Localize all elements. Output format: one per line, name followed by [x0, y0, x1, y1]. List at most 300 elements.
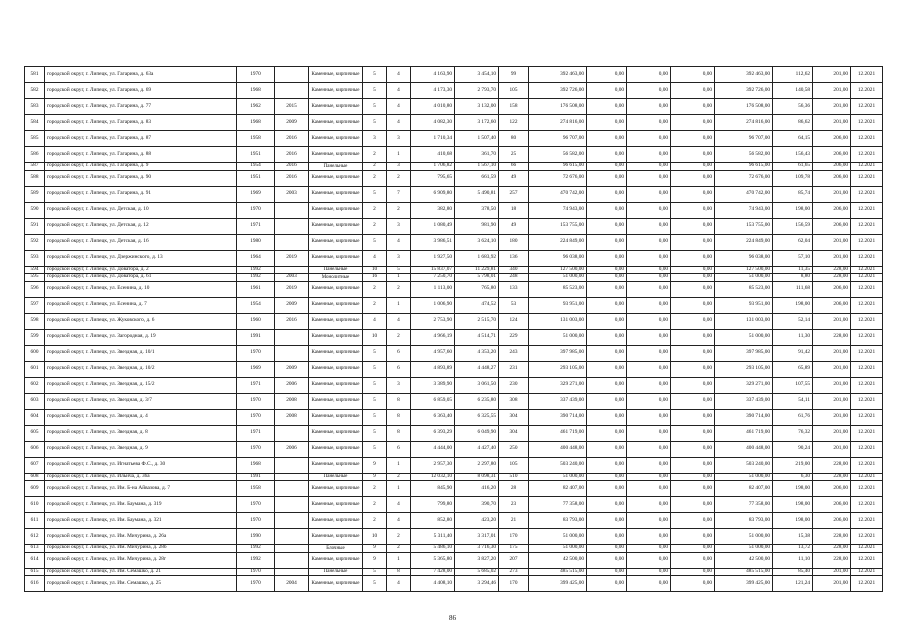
cell-wall-material: Каменные, кирпичные: [309, 99, 363, 115]
cell-wall-material: Панельные: [309, 473, 363, 481]
cell-budget-funds: 0,00: [627, 473, 671, 481]
cell-total-cost: 96 038,00: [715, 250, 773, 266]
cell-cost: 397 985,00: [529, 345, 587, 361]
cell-owner-funds: 0,00: [671, 83, 715, 99]
cell-total-cost: 74 943,00: [715, 202, 773, 218]
cell-total-area: 1 710,34: [411, 131, 455, 147]
cell-row-number: 594: [25, 266, 45, 274]
table-row: [25, 250, 883, 266]
cell-build-year: 1992: [237, 266, 275, 274]
cell-row-number: 590: [25, 202, 45, 218]
cell-deadline: 12.2021: [851, 473, 883, 481]
table-row: [25, 425, 883, 441]
cell-deadline: 12.2021: [851, 99, 883, 115]
cell-total-cost: 72 676,00: [715, 170, 773, 186]
cell-address: городской округ, г. Липецк, ул. Есенина, д. 7: [45, 297, 237, 313]
cell-fund-funds: 0,00: [587, 131, 627, 147]
cell-max-unit-cost: 206,00: [813, 481, 851, 497]
cell-floors: 5: [363, 361, 387, 377]
cell-total-cost: 400 448,00: [715, 441, 773, 457]
cell-fund-funds: 0,00: [587, 361, 627, 377]
cell-deadline: 12.2021: [851, 115, 883, 131]
cell-owner-funds: 0,00: [671, 497, 715, 513]
cell-budget-funds: 0,00: [627, 393, 671, 409]
cell-repair-year: [275, 568, 309, 576]
cell-deadline: 12.2021: [851, 345, 883, 361]
cell-total-area: 3 986,51: [411, 234, 455, 250]
cell-wall-material: Каменные, кирпичные: [309, 67, 363, 83]
cell-max-unit-cost: 201,00: [813, 441, 851, 457]
cell-budget-funds: 0,00: [627, 131, 671, 147]
cell-owner-funds: 0,00: [671, 186, 715, 202]
cell-row-number: 602: [25, 377, 45, 393]
cell-address: городской округ, г. Липецк, ул. Гагарина, д. 87: [45, 131, 237, 147]
cell-max-unit-cost: 206,00: [813, 163, 851, 171]
cell-repair-year: [275, 457, 309, 473]
cell-wall-material: Панельные: [309, 568, 363, 576]
cell-row-number: 616: [25, 576, 45, 592]
cell-unit-cost: 198,00: [773, 297, 813, 313]
cell-cost: 176 508,00: [529, 99, 587, 115]
table-row: [25, 274, 883, 282]
cell-owner-funds: 0,00: [671, 202, 715, 218]
cell-deadline: 12.2021: [851, 457, 883, 473]
cell-address: городской округ, г. Липецк, ул. Гагарина, д. 88: [45, 147, 237, 163]
cell-residents: 207: [499, 552, 529, 568]
cell-entrances: 4: [387, 497, 411, 513]
cell-owner-funds: 0,00: [671, 115, 715, 131]
cell-floors: 2: [363, 497, 387, 513]
cell-wall-material: Каменные, кирпичные: [309, 513, 363, 529]
cell-premises-area: 378,50: [455, 202, 499, 218]
table-row: [25, 545, 883, 553]
cell-row-number: 595: [25, 274, 45, 282]
cell-budget-funds: 0,00: [627, 163, 671, 171]
cell-repair-year: [275, 202, 309, 218]
cell-entrances: 4: [387, 67, 411, 83]
cell-total-area: 1 927,50: [411, 250, 455, 266]
cell-total-area: 15 837,07: [411, 266, 455, 274]
cell-fund-funds: 0,00: [587, 218, 627, 234]
cell-repair-year: [275, 83, 309, 99]
cell-build-year: 1960: [237, 313, 275, 329]
cell-cost: 400 448,00: [529, 441, 587, 457]
cell-total-cost: 83 793,00: [715, 513, 773, 529]
cell-row-number: 614: [25, 552, 45, 568]
cell-premises-area: 2 793,70: [455, 83, 499, 99]
cell-cost: 83 793,00: [529, 513, 587, 529]
table-row: [25, 234, 883, 250]
cell-owner-funds: 0,00: [671, 545, 715, 553]
cell-max-unit-cost: 201,00: [813, 99, 851, 115]
cell-entrances: 4: [387, 99, 411, 115]
cell-repair-year: [275, 481, 309, 497]
cell-total-cost: 96 615,00: [715, 163, 773, 171]
cell-address: городской округ, г. Липецк, ул. Звездная, д. 9: [45, 441, 237, 457]
cell-premises-area: 3 317,01: [455, 529, 499, 545]
cell-cost: 72 676,00: [529, 170, 587, 186]
cell-floors: 3: [363, 131, 387, 147]
cell-entrances: 8: [387, 393, 411, 409]
cell-total-cost: 51 000,00: [715, 545, 773, 553]
cell-premises-area: 661,59: [455, 170, 499, 186]
cell-entrances: 3: [387, 377, 411, 393]
cell-wall-material: Каменные, кирпичные: [309, 361, 363, 377]
cell-cost: 127 500,00: [529, 266, 587, 274]
cell-entrances: 1: [387, 147, 411, 163]
cell-total-cost: 399 425,00: [715, 576, 773, 592]
cell-floors: 4: [363, 250, 387, 266]
cell-cost: 224 849,00: [529, 234, 587, 250]
cell-budget-funds: 0,00: [627, 457, 671, 473]
cell-total-area: 1 113,00: [411, 281, 455, 297]
cell-repair-year: [275, 552, 309, 568]
cell-row-number: 615: [25, 568, 45, 576]
cell-residents: 308: [499, 393, 529, 409]
cell-residents: 18: [499, 202, 529, 218]
cell-build-year: 1970: [237, 393, 275, 409]
cell-unit-cost: 61,76: [773, 409, 813, 425]
cell-build-year: 1968: [237, 115, 275, 131]
cell-budget-funds: 0,00: [627, 576, 671, 592]
cell-unit-cost: 62,04: [773, 234, 813, 250]
cell-residents: 304: [499, 409, 529, 425]
cell-floors: 10: [363, 529, 387, 545]
cell-row-number: 583: [25, 99, 45, 115]
cell-cost: 42 500,00: [529, 552, 587, 568]
cell-address: городской округ, г. Липецк, ул. Детская, д. 10: [45, 202, 237, 218]
register-table-page: [24, 66, 882, 592]
cell-build-year: 1970: [237, 497, 275, 513]
cell-repair-year: 2016: [275, 147, 309, 163]
cell-premises-area: 361,70: [455, 147, 499, 163]
cell-total-area: 4 082,30: [411, 115, 455, 131]
cell-deadline: 12.2021: [851, 170, 883, 186]
cell-total-cost: 503 240,00: [715, 457, 773, 473]
cell-premises-area: 4 448,27: [455, 361, 499, 377]
cell-deadline: 12.2021: [851, 266, 883, 274]
cell-entrances: 8: [387, 425, 411, 441]
cell-cost: 96 038,00: [529, 250, 587, 266]
cell-repair-year: [275, 545, 309, 553]
cell-budget-funds: 0,00: [627, 67, 671, 83]
cell-max-unit-cost: 201,00: [813, 576, 851, 592]
cell-budget-funds: 0,00: [627, 99, 671, 115]
table-row: [25, 497, 883, 513]
cell-owner-funds: 0,00: [671, 345, 715, 361]
cell-address: городской округ, г. Липецк, ул. Звездная, д. 4: [45, 409, 237, 425]
table-row: [25, 313, 883, 329]
cell-repair-year: 2016: [275, 163, 309, 171]
cell-budget-funds: 0,00: [627, 218, 671, 234]
cell-premises-area: 390,70: [455, 497, 499, 513]
cell-entrances: 4: [387, 115, 411, 131]
cell-deadline: 12.2021: [851, 234, 883, 250]
cell-repair-year: [275, 234, 309, 250]
cell-total-cost: 51 000,00: [715, 274, 773, 282]
cell-deadline: 12.2021: [851, 250, 883, 266]
cell-address: городской округ, г. Липецк, ул. Ильича, д. 36а: [45, 473, 237, 481]
cell-total-cost: 470 742,00: [715, 186, 773, 202]
cell-residents: 510: [499, 473, 529, 481]
cell-premises-area: 8 098,31: [455, 473, 499, 481]
cell-entrances: 2: [387, 202, 411, 218]
cell-deadline: 12.2021: [851, 552, 883, 568]
cell-floors: 2: [363, 297, 387, 313]
cell-total-cost: 390 714,00: [715, 409, 773, 425]
cell-floors: 5: [363, 67, 387, 83]
cell-residents: 170: [499, 529, 529, 545]
cell-row-number: 591: [25, 218, 45, 234]
cell-max-unit-cost: 201,00: [813, 313, 851, 329]
cell-entrances: 1: [387, 297, 411, 313]
cell-build-year: 1968: [237, 83, 275, 99]
cell-total-area: 7 428,00: [411, 568, 455, 576]
cell-total-cost: 51 000,00: [715, 473, 773, 481]
cell-total-cost: 93 951,00: [715, 297, 773, 313]
cell-owner-funds: 0,00: [671, 473, 715, 481]
cell-total-cost: 392 463,00: [715, 67, 773, 83]
cell-fund-funds: 0,00: [587, 250, 627, 266]
cell-residents: 229: [499, 329, 529, 345]
cell-unit-cost: 198,00: [773, 513, 813, 529]
table-row: [25, 115, 883, 131]
cell-floors: 2: [363, 281, 387, 297]
cell-row-number: 607: [25, 457, 45, 473]
cell-row-number: 606: [25, 441, 45, 457]
cell-address: городской округ, г. Липецк, ул. Звездная, д. 8: [45, 425, 237, 441]
cell-total-cost: 397 985,00: [715, 345, 773, 361]
cell-unit-cost: 56,36: [773, 99, 813, 115]
cell-unit-cost: 109,78: [773, 170, 813, 186]
cell-total-area: 845,90: [411, 481, 455, 497]
cell-residents: 133: [499, 281, 529, 297]
cell-premises-area: 423,20: [455, 513, 499, 529]
cell-fund-funds: 0,00: [587, 513, 627, 529]
cell-row-number: 608: [25, 473, 45, 481]
cell-total-cost: 337 439,00: [715, 393, 773, 409]
cell-deadline: 12.2021: [851, 576, 883, 592]
cell-address: городской округ, г. Липецк, ул. Им. Баумана, д. 319: [45, 497, 237, 513]
table-row: [25, 345, 883, 361]
cell-entrances: 1: [387, 274, 411, 282]
cell-build-year: 1970: [237, 345, 275, 361]
table-row: [25, 529, 883, 545]
cell-wall-material: Каменные, кирпичные: [309, 345, 363, 361]
cell-residents: 170: [499, 576, 529, 592]
cell-address: городской округ, г. Липецк, ул. Доватора, д. 2: [45, 266, 237, 274]
cell-owner-funds: 0,00: [671, 147, 715, 163]
cell-build-year: 1970: [237, 568, 275, 576]
cell-cost: 399 425,00: [529, 576, 587, 592]
cell-residents: 273: [499, 568, 529, 576]
cell-cost: 329 271,00: [529, 377, 587, 393]
cell-total-cost: 51 000,00: [715, 329, 773, 345]
cell-max-unit-cost: 206,00: [813, 170, 851, 186]
cell-wall-material: Каменные, кирпичные: [309, 202, 363, 218]
cell-address: городской округ, г. Липецк, ул. Игнатьева Ф.С., д. 30: [45, 457, 237, 473]
cell-entrances: 4: [387, 513, 411, 529]
cell-owner-funds: 0,00: [671, 568, 715, 576]
cell-entrances: 4: [387, 576, 411, 592]
cell-floors: 5: [363, 83, 387, 99]
cell-deadline: 12.2021: [851, 497, 883, 513]
cell-build-year: 1980: [237, 234, 275, 250]
cell-cost: 51 000,00: [529, 529, 587, 545]
cell-repair-year: [275, 529, 309, 545]
table-row: [25, 377, 883, 393]
cell-fund-funds: 0,00: [587, 576, 627, 592]
table-row: [25, 99, 883, 115]
cell-total-cost: 274 816,00: [715, 115, 773, 131]
cell-owner-funds: 0,00: [671, 552, 715, 568]
cell-repair-year: [275, 513, 309, 529]
cell-repair-year: [275, 425, 309, 441]
cell-budget-funds: 0,00: [627, 281, 671, 297]
cell-owner-funds: 0,00: [671, 377, 715, 393]
cell-max-unit-cost: 201,00: [813, 234, 851, 250]
cell-repair-year: 2008: [275, 393, 309, 409]
cell-owner-funds: 0,00: [671, 163, 715, 171]
cell-address: городской округ, г. Липецк, ул. Им. Мичурина, д. 26а: [45, 529, 237, 545]
cell-address: городской округ, г. Липецк, ул. Гагарина, д. 91: [45, 186, 237, 202]
cell-fund-funds: 0,00: [587, 457, 627, 473]
cell-address: городской округ, г. Липецк, ул. Им. Мичурина, д. 28г: [45, 552, 237, 568]
table-row: [25, 361, 883, 377]
cell-repair-year: [275, 329, 309, 345]
cell-wall-material: Каменные, кирпичные: [309, 409, 363, 425]
cell-row-number: 603: [25, 393, 45, 409]
cell-max-unit-cost: 201,00: [813, 393, 851, 409]
table-row: [25, 131, 883, 147]
cell-fund-funds: 0,00: [587, 529, 627, 545]
cell-owner-funds: 0,00: [671, 297, 715, 313]
cell-total-cost: 485 515,00: [715, 568, 773, 576]
cell-cost: 503 240,00: [529, 457, 587, 473]
cell-residents: 80: [499, 131, 529, 147]
cell-owner-funds: 0,00: [671, 576, 715, 592]
cell-max-unit-cost: 206,00: [813, 147, 851, 163]
cell-total-cost: 127 500,00: [715, 266, 773, 274]
cell-floors: 10: [363, 329, 387, 345]
cell-unit-cost: 6,30: [773, 473, 813, 481]
cell-fund-funds: 0,00: [587, 313, 627, 329]
cell-total-cost: 82 407,00: [715, 481, 773, 497]
table-row: [25, 218, 883, 234]
cell-premises-area: 5 685,02: [455, 568, 499, 576]
cell-total-area: 1 006,90: [411, 297, 455, 313]
cell-deadline: 12.2021: [851, 67, 883, 83]
cell-unit-cost: 54,11: [773, 393, 813, 409]
cell-premises-area: 3 172,60: [455, 115, 499, 131]
cell-entrances: 6: [387, 441, 411, 457]
cell-wall-material: Каменные, кирпичные: [309, 147, 363, 163]
cell-total-area: 410,68: [411, 147, 455, 163]
cell-premises-area: 765,80: [455, 281, 499, 297]
cell-cost: 470 742,00: [529, 186, 587, 202]
cell-build-year: 1951: [237, 147, 275, 163]
cell-fund-funds: 0,00: [587, 329, 627, 345]
cell-floors: 2: [363, 170, 387, 186]
cell-floors: 9: [363, 473, 387, 481]
table-row: [25, 163, 883, 171]
cell-wall-material: Каменные, кирпичные: [309, 329, 363, 345]
table-row: [25, 513, 883, 529]
cell-repair-year: 2004: [275, 576, 309, 592]
cell-unit-cost: 57,10: [773, 250, 813, 266]
cell-unit-cost: 111,68: [773, 281, 813, 297]
cell-max-unit-cost: 228,00: [813, 552, 851, 568]
cell-total-area: 3 389,90: [411, 377, 455, 393]
cell-address: городской округ, г. Липецк, ул. Звездная, д. 3/7: [45, 393, 237, 409]
cell-premises-area: 11 229,81: [455, 266, 499, 274]
cell-residents: 99: [499, 67, 529, 83]
cell-wall-material: Каменные, кирпичные: [309, 552, 363, 568]
cell-fund-funds: 0,00: [587, 163, 627, 171]
cell-premises-area: 5 798,01: [455, 274, 499, 282]
cell-residents: 136: [499, 250, 529, 266]
cell-build-year: 1970: [237, 67, 275, 83]
cell-max-unit-cost: 228,00: [813, 329, 851, 345]
cell-wall-material: Блочные: [309, 545, 363, 553]
cell-entrances: 1: [387, 552, 411, 568]
cell-wall-material: Каменные, кирпичные: [309, 441, 363, 457]
cell-owner-funds: 0,00: [671, 234, 715, 250]
table-row: [25, 457, 883, 473]
cell-entrances: 2: [387, 329, 411, 345]
cell-residents: 243: [499, 345, 529, 361]
cell-residents: 231: [499, 361, 529, 377]
cell-residents: 21: [499, 513, 529, 529]
capital-repair-table: [24, 66, 883, 592]
cell-wall-material: Каменные, кирпичные: [309, 393, 363, 409]
cell-row-number: 585: [25, 131, 45, 147]
cell-budget-funds: 0,00: [627, 170, 671, 186]
cell-address: городской округ, г. Липецк, ул. Есенина, д. 10: [45, 281, 237, 297]
cell-row-number: 597: [25, 297, 45, 313]
cell-budget-funds: 0,00: [627, 481, 671, 497]
cell-total-area: 382,80: [411, 202, 455, 218]
cell-floors: 5: [363, 115, 387, 131]
cell-total-cost: 51 000,00: [715, 529, 773, 545]
cell-total-cost: 42 500,00: [715, 552, 773, 568]
cell-residents: 124: [499, 313, 529, 329]
cell-unit-cost: 121,24: [773, 576, 813, 592]
cell-owner-funds: 0,00: [671, 513, 715, 529]
cell-fund-funds: 0,00: [587, 552, 627, 568]
cell-unit-cost: 11,30: [773, 329, 813, 345]
cell-repair-year: 2009: [275, 361, 309, 377]
cell-budget-funds: 0,00: [627, 147, 671, 163]
cell-deadline: 12.2021: [851, 513, 883, 529]
cell-budget-funds: 0,00: [627, 202, 671, 218]
cell-floors: 16: [363, 274, 387, 282]
cell-floors: 4: [363, 313, 387, 329]
cell-wall-material: Каменные, кирпичные: [309, 170, 363, 186]
cell-floors: 5: [363, 99, 387, 115]
cell-residents: 304: [499, 425, 529, 441]
cell-entrances: 5: [387, 266, 411, 274]
cell-wall-material: Каменные, кирпичные: [309, 457, 363, 473]
cell-row-number: 596: [25, 281, 45, 297]
table-row: [25, 147, 883, 163]
cell-fund-funds: 0,00: [587, 266, 627, 274]
cell-build-year: 1970: [237, 576, 275, 592]
cell-deadline: 12.2021: [851, 568, 883, 576]
cell-wall-material: Каменные, кирпичные: [309, 115, 363, 131]
cell-unit-cost: 86,62: [773, 115, 813, 131]
cell-total-cost: 131 003,00: [715, 313, 773, 329]
